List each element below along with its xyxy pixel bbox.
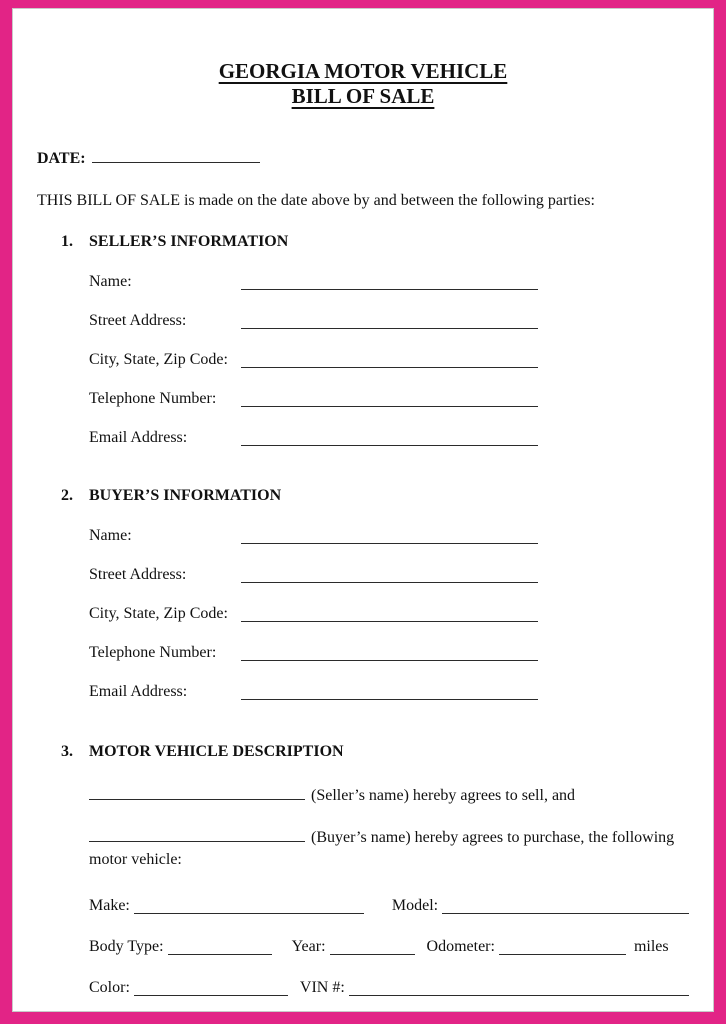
intro-text: THIS BILL OF SALE is made on the date above by and between the following parties: xyxy=(37,192,595,209)
document-title-line-1: GEORGIA MOTOR VEHICLE xyxy=(218,59,508,83)
seller-city-state-zip-label: City, State, Zip Code: xyxy=(89,351,228,368)
section-2-title: BUYER’S INFORMATION xyxy=(89,487,282,504)
seller-name-row xyxy=(89,273,689,290)
odometer-input-line[interactable] xyxy=(499,940,626,955)
buyer-telephone-label: Telephone Number: xyxy=(89,644,217,661)
buyer-city-state-zip-label: City, State, Zip Code: xyxy=(89,605,228,622)
seller-email-row xyxy=(89,429,689,446)
color-input-line[interactable] xyxy=(134,981,288,996)
section-1-header xyxy=(61,233,689,251)
seller-city-state-zip-row xyxy=(89,351,689,368)
seller-telephone-input-line[interactable] xyxy=(241,392,538,407)
color-vin-row xyxy=(89,979,689,996)
seller-clause-text: (Seller’s name) hereby agrees to sell, and xyxy=(311,787,576,804)
section-3-number: 3. xyxy=(61,743,73,760)
seller-email-label: Email Address: xyxy=(89,429,188,446)
seller-street-address-input-line[interactable] xyxy=(241,314,538,329)
model-label: Model: xyxy=(391,897,439,914)
document-page xyxy=(12,8,714,1012)
seller-name-input-line[interactable] xyxy=(241,275,538,290)
section-1-title: SELLER’S INFORMATION xyxy=(89,233,289,250)
body-year-odometer-row xyxy=(89,938,689,955)
make-input-line[interactable] xyxy=(134,899,364,914)
year-label: Year: xyxy=(291,938,326,955)
make-label: Make: xyxy=(89,897,130,914)
buyer-street-address-row xyxy=(89,566,689,583)
buyer-email-label: Email Address: xyxy=(89,683,188,700)
vin-label: VIN #: xyxy=(299,979,345,996)
color-label: Color: xyxy=(89,979,130,996)
document-title-line-2: BILL OF SALE xyxy=(291,84,435,108)
seller-name-label: Name: xyxy=(89,273,132,290)
buyer-name-input-line[interactable] xyxy=(241,529,538,544)
seller-name-fill-line[interactable] xyxy=(89,785,305,800)
date-row xyxy=(37,148,689,168)
buyer-city-state-zip-row xyxy=(89,605,689,622)
buyer-name-label: Name: xyxy=(89,527,132,544)
seller-city-state-zip-input-line[interactable] xyxy=(241,353,538,368)
buyer-email-row xyxy=(89,683,689,700)
section-3-header xyxy=(61,743,689,761)
buyer-city-state-zip-input-line[interactable] xyxy=(241,607,538,622)
document-title xyxy=(37,59,689,109)
make-model-row xyxy=(89,897,689,914)
buyer-name-row xyxy=(89,527,689,544)
model-input-line[interactable] xyxy=(442,899,689,914)
seller-street-address-row xyxy=(89,312,689,329)
buyer-clause-text: (Buyer’s name) hereby agrees to purchase, the following motor vehicle: xyxy=(89,829,675,868)
body-type-label: Body Type: xyxy=(89,938,164,955)
miles-suffix-label: miles xyxy=(633,938,669,955)
buyer-clause-paragraph xyxy=(89,827,704,871)
seller-email-input-line[interactable] xyxy=(241,431,538,446)
section-1-number: 1. xyxy=(61,233,73,250)
year-input-line[interactable] xyxy=(330,940,415,955)
seller-clause-row xyxy=(89,785,689,805)
buyer-street-address-label: Street Address: xyxy=(89,566,187,583)
body-type-input-line[interactable] xyxy=(168,940,272,955)
odometer-label: Odometer: xyxy=(426,938,495,955)
section-2-header xyxy=(61,487,689,505)
seller-street-address-label: Street Address: xyxy=(89,312,187,329)
buyer-telephone-row xyxy=(89,644,689,661)
section-3-title: MOTOR VEHICLE DESCRIPTION xyxy=(89,743,344,760)
section-2-number: 2. xyxy=(61,487,73,504)
seller-telephone-row xyxy=(89,390,689,407)
buyer-street-address-input-line[interactable] xyxy=(241,568,538,583)
vin-input-line[interactable] xyxy=(349,981,689,996)
date-input-line[interactable] xyxy=(92,148,260,163)
date-label: DATE: xyxy=(37,150,86,167)
buyer-telephone-input-line[interactable] xyxy=(241,646,538,661)
buyer-name-fill-line[interactable] xyxy=(89,827,305,842)
buyer-email-input-line[interactable] xyxy=(241,685,538,700)
seller-telephone-label: Telephone Number: xyxy=(89,390,217,407)
